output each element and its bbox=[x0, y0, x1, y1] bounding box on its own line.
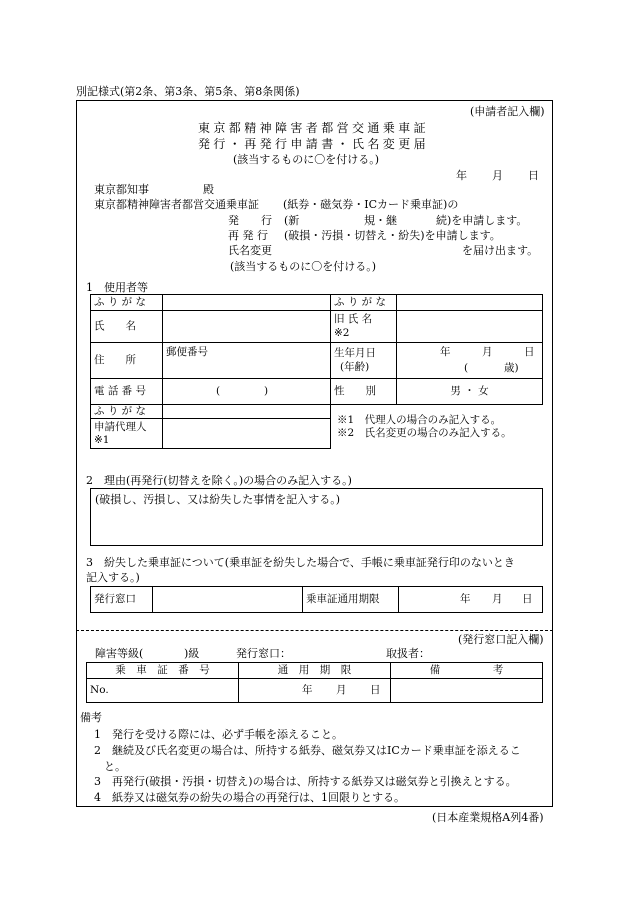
notes-cell bbox=[331, 405, 543, 449]
form-title-line2: 発行・再発行申請書・氏名変更届 bbox=[198, 137, 430, 151]
note-item-4: 4 紙券又は磁気券の紛失の場合の再発行は、1回限りとする。 bbox=[94, 791, 405, 804]
pass-name: 東京都精神障害者都営交通乗車証 bbox=[94, 198, 259, 211]
agent-furigana-label: ふ り が な bbox=[91, 405, 163, 419]
reissue-options: (破損・汚損・切替え・紛失)を申請します。 bbox=[284, 229, 501, 242]
date-month: 月 bbox=[492, 169, 503, 182]
old-name-text: 旧 氏 名 bbox=[334, 313, 373, 326]
reason-hint: (破損し、汚損し、又は紛失した事情を記入する。) bbox=[95, 493, 341, 506]
validity-year: 年 bbox=[460, 592, 471, 605]
section3-heading-line1: 3 紛失した乗車証について(乗車証を紛失した場合で、手帳に乗車証発行印のないとき bbox=[86, 556, 515, 569]
handler-label: 取扱者： bbox=[386, 647, 430, 660]
period-month: 月 bbox=[336, 683, 347, 696]
office-divider bbox=[76, 630, 553, 631]
birth-text: 生年月日 bbox=[334, 347, 376, 360]
period-year: 年 bbox=[302, 683, 313, 696]
honorific: 殿 bbox=[203, 183, 214, 196]
sex-label: 性 別 bbox=[331, 379, 397, 405]
section3-heading-line2: 記入する。) bbox=[86, 571, 140, 584]
col-period: 通 用 期 限 bbox=[239, 663, 391, 679]
note-item-1: 1 発行を受ける際には、必ず手帳を添えること。 bbox=[94, 728, 343, 741]
rename-action: を届け出ます。 bbox=[462, 244, 539, 257]
agent-label bbox=[91, 419, 163, 449]
note-item-3: 3 再発行(破損・汚損・切替え)の場合は、所持する紙券又は磁気券と引換えとする。 bbox=[94, 775, 517, 788]
lost-pass-table bbox=[90, 586, 543, 613]
agent-furigana-field[interactable] bbox=[163, 405, 331, 419]
note-item-2b: と。 bbox=[104, 760, 126, 773]
agent-field[interactable] bbox=[163, 419, 331, 449]
period-day: 日 bbox=[370, 683, 381, 696]
footer-standard: (日本産業規格A列4番) bbox=[432, 811, 544, 824]
remarks-field[interactable] bbox=[391, 679, 543, 703]
validity-day: 日 bbox=[522, 592, 533, 605]
note-item-2a: 2 継続及び氏名変更の場合は、所持する紙券、磁気券又はICカード乗車証を添えるこ bbox=[94, 744, 521, 757]
old-name-field[interactable] bbox=[397, 311, 543, 343]
furigana-label: ふ り が な bbox=[91, 295, 163, 311]
sex-field[interactable]: 男 ・ 女 bbox=[397, 379, 543, 405]
note1: ※1 代理人の場合のみ記入する。 bbox=[337, 413, 502, 426]
issuing-office-label: 発行窓口： bbox=[236, 647, 291, 660]
issue-label: 発 行 bbox=[228, 214, 272, 227]
circle-note-bottom: (該当するものに〇を付ける。) bbox=[230, 260, 377, 273]
address-field[interactable] bbox=[163, 343, 331, 379]
validity-field[interactable] bbox=[399, 587, 543, 613]
note2: ※2 氏名変更の場合のみ記入する。 bbox=[337, 426, 512, 439]
old-name-label bbox=[331, 311, 397, 343]
note2-mark: ※2 bbox=[334, 326, 350, 339]
form-title-line1: 東京都精神障害者都営交通乗車証 bbox=[198, 121, 430, 135]
pass-types: (紙券・磁気券・ICカード乗車証)の bbox=[283, 198, 459, 211]
reason-box[interactable] bbox=[90, 488, 543, 546]
form-style-label: 別記様式(第2条、第3条、第5条、第8条関係) bbox=[76, 85, 300, 98]
phone-field[interactable] bbox=[163, 379, 331, 405]
birth-label bbox=[331, 343, 397, 379]
notes-heading: 備考 bbox=[80, 711, 102, 724]
office-table bbox=[86, 662, 543, 703]
age-close: 歳) bbox=[504, 361, 519, 374]
phone-paren-close: ) bbox=[264, 384, 269, 397]
issue-apply-text: 続)を申請します。 bbox=[436, 214, 528, 227]
col-pass-number: 乗 車 証 番 号 bbox=[87, 663, 239, 679]
address-label: 住 所 bbox=[91, 343, 163, 379]
birth-day: 日 bbox=[524, 345, 535, 358]
grade-label: 障害等級( bbox=[95, 647, 144, 660]
period-field[interactable] bbox=[239, 679, 391, 703]
date-year: 年 bbox=[456, 169, 467, 182]
reissue-label: 再 発 行 bbox=[228, 229, 268, 242]
date-day: 日 bbox=[528, 169, 539, 182]
section1-heading: 1 使用者等 bbox=[86, 281, 148, 294]
postal-code-label: 郵便番号 bbox=[166, 346, 208, 358]
note1-mark: ※1 bbox=[94, 433, 110, 446]
office-field[interactable] bbox=[153, 587, 303, 613]
age-open: ( bbox=[464, 361, 469, 374]
age-text: (年齢) bbox=[340, 360, 370, 373]
phone-label: 電 話 番 号 bbox=[91, 379, 163, 405]
old-furigana-field[interactable] bbox=[397, 295, 543, 311]
birth-field[interactable] bbox=[397, 343, 543, 379]
issue-option-continue: 規・継 bbox=[364, 214, 397, 227]
office-fill-label: (発行窓口記入欄) bbox=[458, 633, 544, 646]
old-furigana-label: ふ り が な bbox=[331, 295, 397, 311]
validity-label: 乗車証通用期限 bbox=[303, 587, 399, 613]
furigana-field[interactable] bbox=[163, 295, 331, 311]
issue-option-new: (新 bbox=[284, 214, 300, 227]
name-field[interactable] bbox=[163, 311, 331, 343]
agent-text: 申請代理人 bbox=[94, 420, 147, 433]
phone-paren-open: ( bbox=[216, 384, 221, 397]
circle-note-top: (該当するものに〇を付ける。) bbox=[233, 153, 380, 166]
birth-month: 月 bbox=[482, 345, 493, 358]
col-remarks: 備 考 bbox=[391, 663, 543, 679]
user-info-table bbox=[90, 294, 543, 449]
rename-label: 氏名変更 bbox=[228, 244, 272, 257]
addressee: 東京都知事 bbox=[94, 183, 149, 196]
grade-end: )級 bbox=[184, 647, 200, 660]
birth-year: 年 bbox=[440, 345, 451, 358]
office-label: 発行窓口 bbox=[91, 587, 153, 613]
section2-heading: 2 理由(再発行(切替えを除く。)の場合のみ記入する。) bbox=[86, 474, 352, 487]
validity-month: 月 bbox=[492, 592, 503, 605]
applicant-fill-label: (申請者記入欄) bbox=[470, 105, 545, 118]
name-label: 氏 名 bbox=[91, 311, 163, 343]
pass-number-field[interactable]: No. bbox=[87, 679, 239, 703]
